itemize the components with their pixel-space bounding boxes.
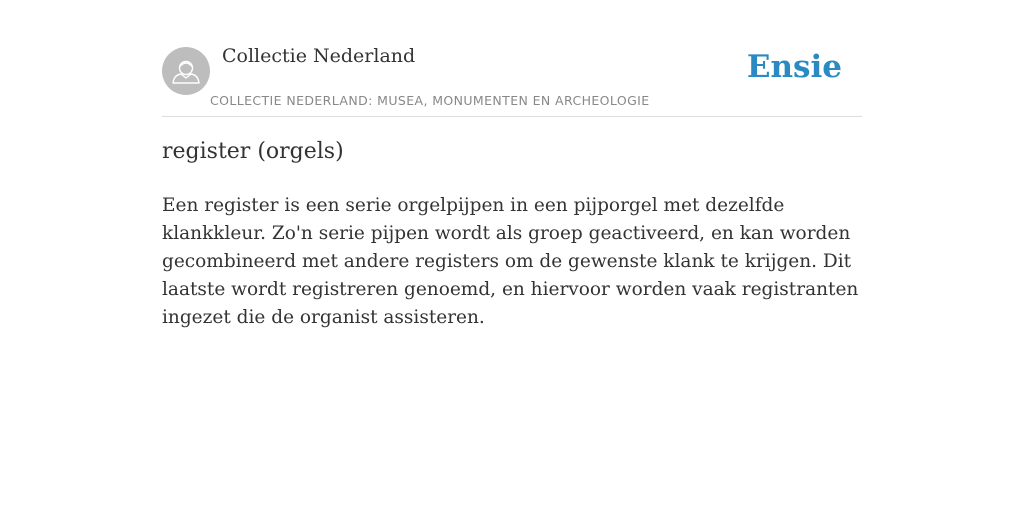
entry-body: Een register is een serie orgelpijpen in een pijporgel met dezelfde klankkleur. Zo'n serie pijpen wordt als groep geactiveerd, en kan worden gecombineerd met andere registers om de gewenste klank te krijgen. Dit laatste wordt registreren genoemd, en hiervoor worden vaak registranten ingezet die de organist assisteren. [162,195,859,328]
entry-title: register (orgels) [162,139,344,164]
brand-logo[interactable]: Ensie [746,49,842,85]
entry-card [162,0,862,512]
avatar[interactable] [162,47,210,95]
author-link[interactable]: Collectie Nederland [222,45,416,67]
author-subtitle: COLLECTIE NEDERLAND: MUSEA, MONUMENTEN EN ARCHEOLOGIE [210,93,650,108]
user-icon [162,47,210,95]
entry-header [162,0,862,117]
